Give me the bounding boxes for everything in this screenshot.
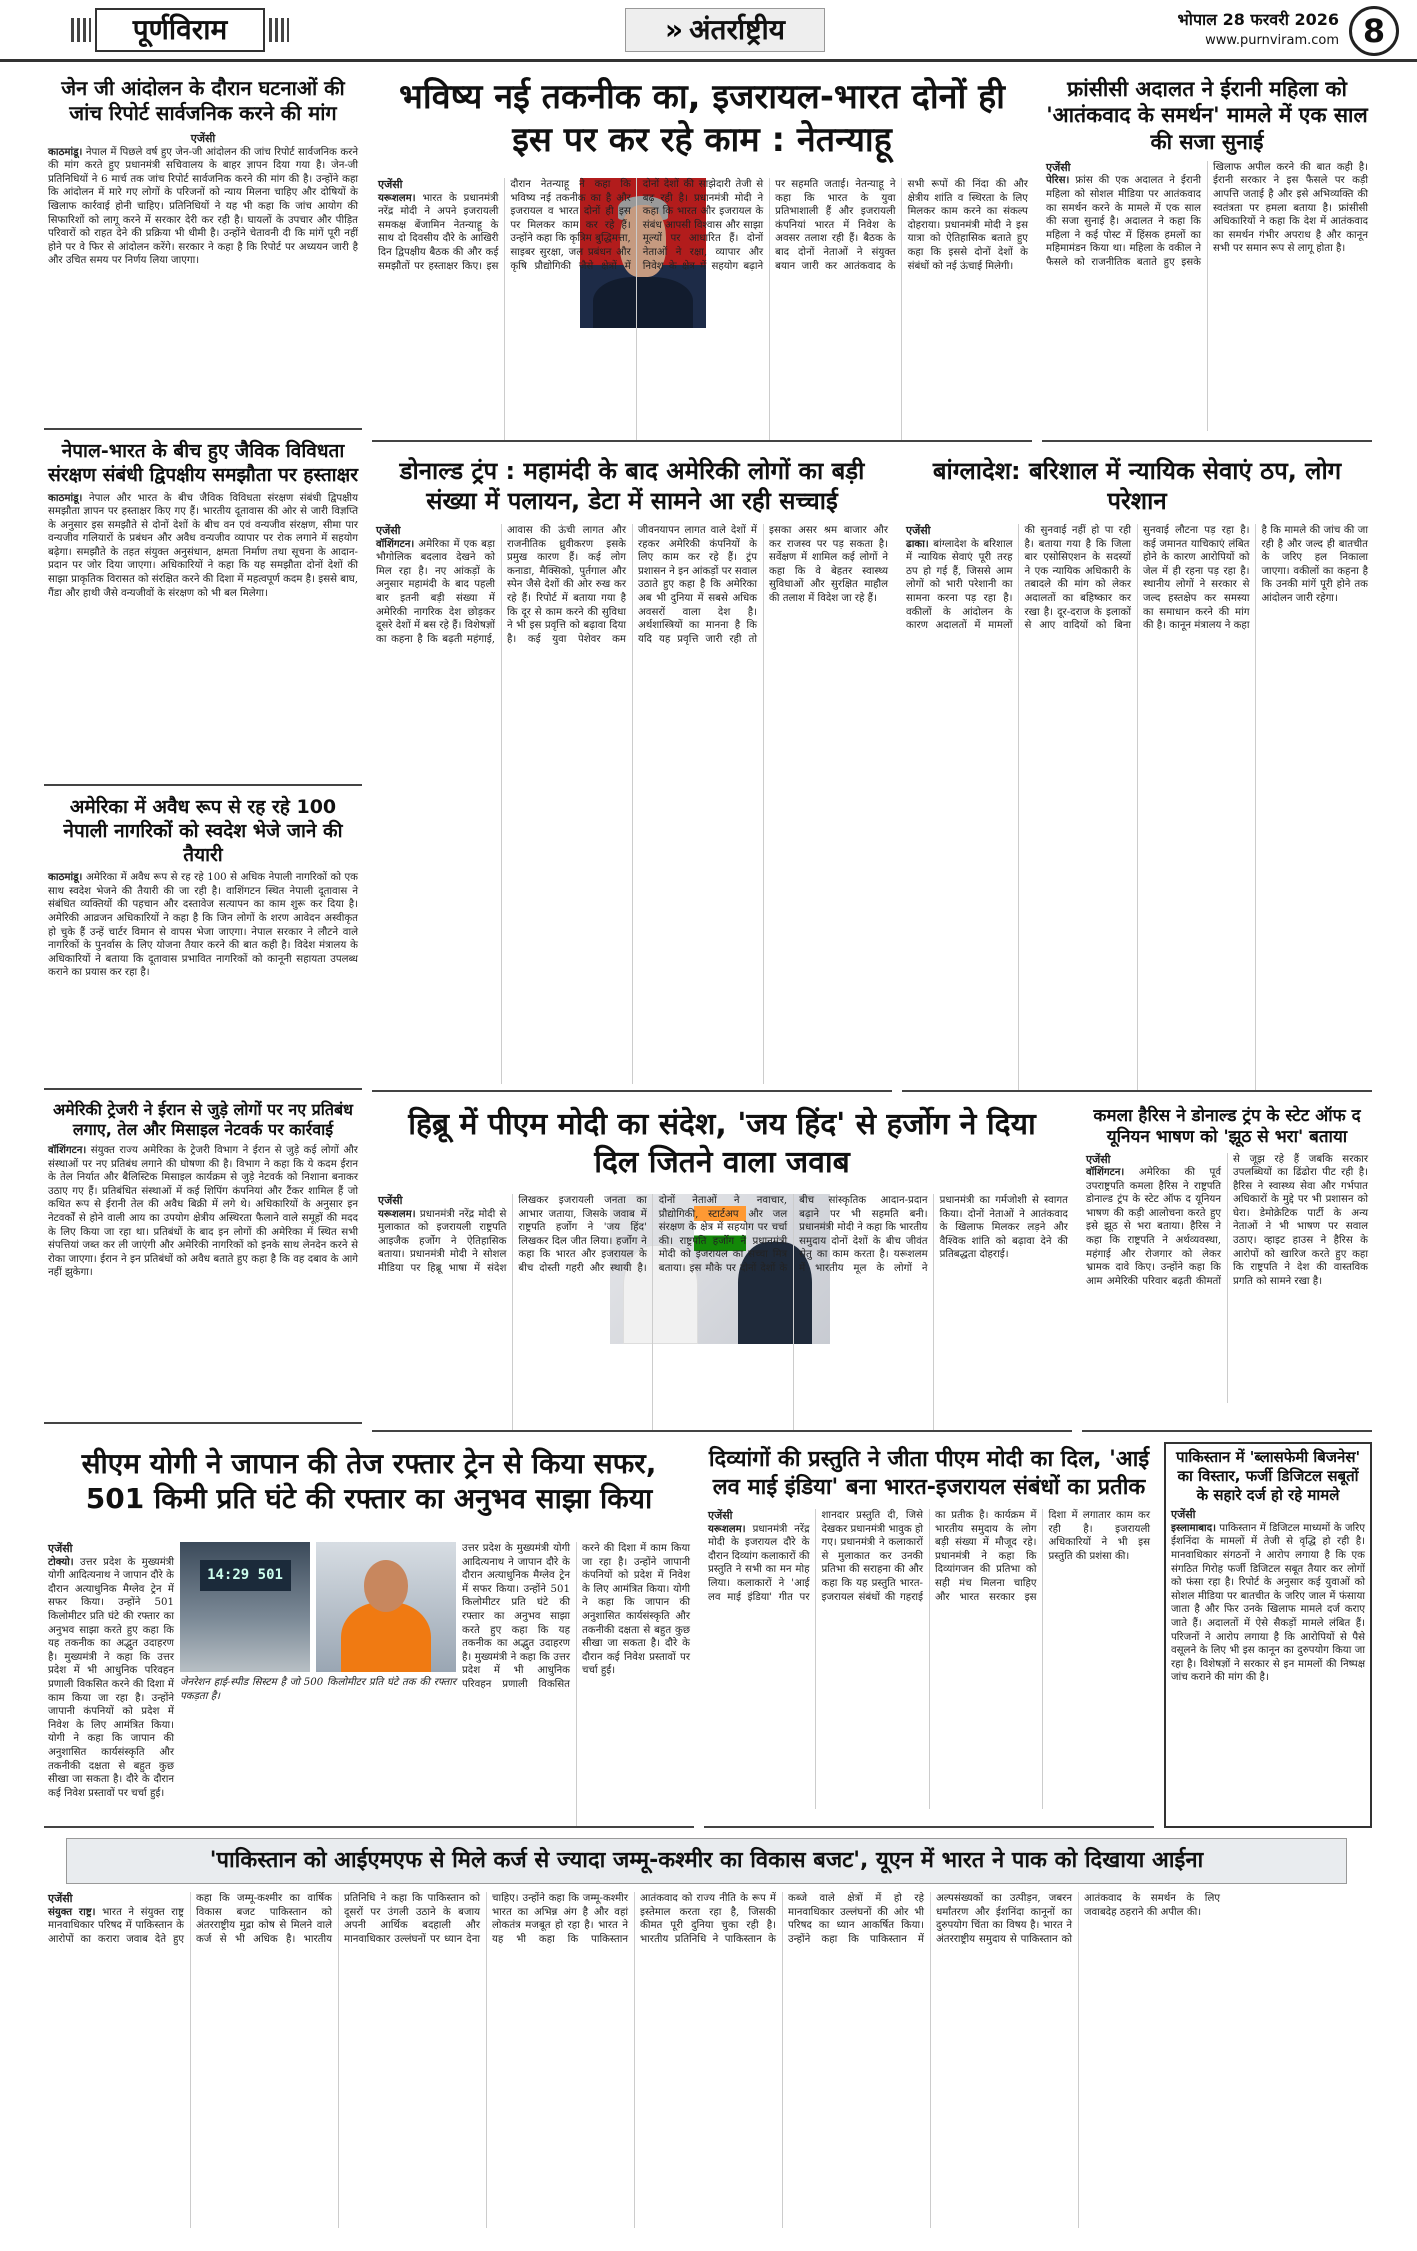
headline: कमला हैरिस ने डोनाल्ड ट्रंप के स्टेट ऑफ द यूनियन भाषण को 'झूठ से भरा' बताया	[1093, 1106, 1361, 1148]
body-text: बांग्लादेश के बरिशाल में न्यायिक सेवाएं पूरी तरह ठप हो गई हैं, जिससे आम लोगों को भारी परेशानी का सामना करना पड़ रहा है। वकीलों के आंदोलन के कारण अदालतों में मामलों की सुनवाई नहीं हो पा रही है। बताया गया है कि जिला बार एसोसिएशन के सदस्यों ने एक न्यायिक अधिकारी के तबादले की मांग को लेकर अदालतों का बहिष्कार कर रखा है। दूर-दराज के इलाकों से आए वादियों को बिना सुनवाई लौटना पड़ रहा है। कई जमानत याचिकाएं लंबित होने के कारण आरोपियों को जेल में ही रहना पड़ रहा है। स्थानीय लोगों ने सरकार से जल्द हस्तक्षेप कर समस्या का समाधान करने की मांग की है। कानून मंत्रालय ने कहा है कि मामले की जांच की जा रही है और जल्द ही बातचीत के जरिए हल निकाला जाएगा। वकीलों का कहना है कि उनकी मांगें पूरी होने तक आंदोलन जारी रहेगा।	[906, 525, 1368, 632]
headline: डोनाल्ड ट्रंप : महामंदी के बाद अमेरिकी लोगों का बड़ी संख्या में पलायन, डेटा में सामने आ रही सच्चाई	[399, 457, 865, 515]
body-text: अमेरिका में एक बड़ा भौगोलिक बदलाव देखने को मिल रहा है। नए आंकड़ों के अनुसार महामंदी के बाद पहली बार इतनी बड़ी संख्या में अमेरिकी नागरिक देश छोड़कर दूसरे देशों में बस रहे हैं। विशेषज्ञों का कहना है कि बढ़ती महंगाई, आवास की ऊंची लागत और राजनीतिक ध्रुवीकरण इसके प्रमुख कारण हैं। कई लोग कनाडा, मैक्सिको, पुर्तगाल और स्पेन जैसे देशों की ओर रुख कर रहे हैं। रिपोर्ट में बताया गया है कि दूर से काम करने की सुविधा ने भी इस प्रवृत्ति को बढ़ावा दिया है। कई युवा पेशेवर कम जीवनयापन लागत वाले देशों में रहकर अमेरिकी कंपनियों के लिए काम कर रहे हैं। ट्रंप प्रशासन ने इन आंकड़ों पर सवाल उठाते हुए कहा है कि अमेरिका अब भी दुनिया में सबसे अधिक अवसरों वाला देश है। अर्थशास्त्रियों का मानना है कि यदि यह प्रवृत्ति जारी रही तो इसका असर श्रम बाजार और कर राजस्व पर पड़ सकता है। सर्वेक्षण में शामिल कई लोगों ने कहा कि वे बेहतर स्वास्थ्य सुविधाओं और सुरक्षित माहौल की तलाश में विदेश जा रहे हैं।	[376, 525, 888, 645]
article-imf	[44, 1892, 1372, 2232]
dateline: यरूशलम।	[378, 1207, 416, 1220]
body-text: पाकिस्तान में डिजिटल माध्यमों के जरिए ईशनिंदा के मामलों में तेजी से वृद्धि हो रही है। मानवाधिकार संगठनों ने आरोप लगाया है कि एक संगठित गिरोह फर्जी डिजिटल सबूत तैयार कर लोगों को फंसा रहा है। रिपोर्ट के अनुसार कई युवाओं को सोशल मीडिया पर बातचीत के जरिए जाल में फंसाया जाता है और फिर उनके खिलाफ मामले दर्ज कराए जाते हैं। अदालतों में ऐसे सैकड़ों मामले लंबित हैं। परिजनों ने आरोप लगाया है कि आरोपियों से पैसे वसूलने के लिए भी इस कानून का दुरुपयोग किया जा रहा है। विशेषज्ञों ने सरकार से इन मामलों की निष्पक्ष जांच कराने की मांग की है।	[1171, 1522, 1365, 1684]
body-text: प्रधानमंत्री नरेंद्र मोदी के इजरायल दौरे के दौरान दिव्यांग कलाकारों की प्रस्तुति ने सभी का मन मोह लिया। कलाकारों ने 'आई लव माई इंडिया' गीत पर शानदार प्रस्तुति दी, जिसे देखकर प्रधानमंत्री भावुक हो गए। प्रधानमंत्री ने कलाकारों से मुलाकात कर उनकी प्रतिभा की सराहना की और कहा कि यह प्रस्तुति भारत-इजरायल संबंधों की गहराई का प्रतीक है। कार्यक्रम में भारतीय समुदाय के लोग बड़ी संख्या में मौजूद रहे। प्रधानमंत्री ने कहा कि दिव्यांगजन की प्रतिभा को सही मंच मिलना चाहिए और भारत सरकार इस दिशा में लगातार काम कर रही है। इजरायली अधिकारियों ने भी इस प्रस्तुति की प्रशंसा की।	[708, 1510, 1150, 1603]
dateline: काठमांडू।	[48, 145, 83, 158]
headline: जेन जी आंदोलन के दौरान घटनाओं की जांच रिपोर्ट सार्वजनिक करने की मांग	[61, 76, 345, 125]
article-body	[378, 178, 1028, 440]
article-body	[44, 1892, 1372, 2228]
dateline: पेरिस।	[1046, 174, 1070, 187]
double-chevron-icon: »	[665, 13, 684, 46]
article-body	[44, 871, 362, 980]
body-text: भारत के प्रधानमंत्री नरेंद्र मोदी ने अपने इजरायली समकक्ष बेंजामिन नेतन्याहू के साथ दो दिवसीय दौरे के आखिरी दिन द्विपक्षीय बैठक की और कई समझौतों पर हस्ताक्षर किए। इस दौरान नेतन्याहू ने कहा कि भविष्य नई तकनीक का है और इजरायल व भारत दोनों ही इस पर मिलकर काम कर रहे हैं। उन्होंने कहा कि कृत्रिम बुद्धिमत्ता, साइबर सुरक्षा, जल प्रबंधन और कृषि प्रौद्योगिकी जैसे क्षेत्रों में दोनों देशों की साझेदारी तेजी से बढ़ रही है। प्रधानमंत्री मोदी ने कहा कि भारत और इजरायल के संबंध आपसी विश्वास और साझा मूल्यों पर आधारित हैं। दोनों नेताओं ने रक्षा, व्यापार और निवेश के क्षेत्र में सहयोग बढ़ाने पर सहमति जताई। नेतन्याहू ने कहा कि भारत के युवा प्रतिभाशाली हैं और इजरायली कंपनियां भारत में निवेश के अवसर तलाश रही हैं। बैठक के बाद दोनों नेताओं ने संयुक्त बयान जारी कर आतंकवाद के सभी रूपों की निंदा की और क्षेत्रीय शांति व स्थिरता के लिए मिलकर काम करने का संकल्प दोहराया। प्रधानमंत्री मोदी ने इस यात्रा को ऐतिहासिक बताते हुए कहा कि इससे दोनों देशों के संबंधों को नई ऊंचाई मिलेगी।	[378, 179, 1028, 272]
body-text: नेपाल और भारत के बीच जैविक विविधता संरक्षण संबंधी द्विपक्षीय समझौता ज्ञापन पर हस्ताक्षर किए गए हैं। भारतीय दूतावास की ओर से जारी विज्ञप्ति के अनुसार इस समझौते से दोनों देशों के बीच वन एवं वन्यजीव संरक्षण, सीमा पार वन्यजीव गलियारों के प्रबंधन और अवैध वन्यजीव व्यापार पर रोक लगाने में सहयोग बढ़ेगा। समझौते के तहत संयुक्त अनुसंधान, क्षमता निर्माण तथा सूचना के आदान-प्रदान पर जोर दिया जाएगा। अधिकारियों ने कहा कि यह समझौता दोनों देशों की साझा प्राकृतिक विरासत को संरक्षित करने की दिशा में महत्वपूर्ण कदम है। इससे बाघ, गैंडा और हाथी जैसे वन्यजीवों के संरक्षण को भी बल मिलेगा।	[48, 492, 358, 599]
photo-head	[364, 1560, 409, 1612]
article-blasphemy	[1164, 1442, 1372, 1828]
headline: पाकिस्तान में 'ब्लासफेमी बिजनेस' का विस्तार, फर्जी डिजिटल सबूतों के सहारे दर्ज हो रहे मामले	[1175, 1448, 1361, 1504]
article-body	[44, 132, 362, 268]
article-body	[372, 524, 892, 1084]
dateline: टोक्यो।	[48, 1555, 74, 1568]
train-display: 14:29 501	[200, 1560, 291, 1591]
article-israel	[372, 70, 1032, 442]
article-body-right	[462, 1542, 690, 1826]
page-number: 8	[1349, 6, 1399, 56]
body-text: अमेरिका की पूर्व उपराष्ट्रपति कमला हैरिस ने राष्ट्रपति डोनाल्ड ट्रंप के स्टेट ऑफ द यूनियन भाषण की कड़ी आलोचना करते हुए इसे झूठ से भरा बताया। हैरिस ने कहा कि राष्ट्रपति ने अर्थव्यवस्था, महंगाई और रोजगार को लेकर भ्रामक दावे किए। उन्होंने कहा कि आम अमेरिकी परिवार बढ़ती कीमतों से जूझ रहे हैं जबकि सरकार उपलब्धियों का ढिंढोरा पीट रही है। हैरिस ने स्वास्थ्य सेवा और गर्भपात अधिकारों के मुद्दे पर भी प्रशासन को घेरा। डेमोक्रेटिक पार्टी के अन्य नेताओं ने भी भाषण पर सवाल उठाए। व्हाइट हाउस ने हैरिस के आरोपों को खारिज करते हुए कहा कि राष्ट्रपति ने देश की वास्तविक प्रगति को सामने रखा है।	[1086, 1153, 1368, 1287]
byline: एजेंसी	[378, 178, 403, 191]
issue-date: भोपाल 28 फरवरी 2026	[1177, 10, 1339, 29]
byline: एजेंसी	[190, 132, 216, 145]
article-yogi	[44, 1442, 694, 1828]
body-text: प्रधानमंत्री नरेंद्र मोदी से मुलाकात को इजरायली राष्ट्रपति आइजैक हर्जोग ने ऐतिहासिक बताया। प्रधानमंत्री मोदी ने सोशल मीडिया पर हिब्रू भाषा में संदेश लिखकर इजरायली जनता का आभार जताया, जिसके जवाब में राष्ट्रपति हर्जोग ने 'जय हिंद' लिखकर दिल जीत लिया। हर्जोग ने कहा कि भारत और इजरायल के बीच दोस्ती गहरी और स्थायी है। दोनों नेताओं ने नवाचार, प्रौद्योगिकी, स्टार्टअप और जल संरक्षण के क्षेत्र में सहयोग पर चर्चा की। राष्ट्रपति हर्जोग ने प्रधानमंत्री मोदी को इजरायल का सच्चा मित्र बताया। इस मौके पर दोनों देशों के बीच सांस्कृतिक आदान-प्रदान बढ़ाने पर भी सहमति बनी। प्रधानमंत्री मोदी ने कहा कि भारतीय समुदाय दोनों देशों के बीच जीवंत सेतु का काम करता है। यरूशलम में भारतीय मूल के लोगों ने प्रधानमंत्री का गर्मजोशी से स्वागत किया। दोनों नेताओं ने आतंकवाद के खिलाफ मिलकर लड़ने और वैश्विक शांति को बढ़ावा देने की प्रतिबद्धता दोहराई।	[378, 1195, 1068, 1274]
headline: फ्रांसीसी अदालत ने ईरानी महिला को 'आतंकवाद के समर्थन' मामले में एक साल की सजा सुनाई	[1046, 77, 1368, 154]
article-body-left	[48, 1542, 174, 1826]
dateline: काठमांडू।	[48, 871, 83, 884]
article-body	[1042, 161, 1372, 431]
headline: सीएम योगी ने जापान की तेज रफ्तार ट्रेन से किया सफर, 501 किमी प्रति घंटे की रफ्तार का अनुभव साझा किया	[81, 1447, 657, 1515]
dateline: इस्लामाबाद।	[1171, 1521, 1216, 1534]
dateline: वॉशिंगटन।	[1086, 1166, 1125, 1179]
article-body	[378, 1194, 1068, 1430]
article-us-nepali	[44, 792, 362, 1090]
article-jenzi	[44, 70, 362, 430]
headline: बांग्लादेश: बरिशाल में न्यायिक सेवाएं ठप, लोग परेशान	[932, 457, 1342, 515]
body-text: फ्रांस की एक अदालत ने ईरानी महिला को सोशल मीडिया पर आतंकवाद का समर्थन करने के मामले में एक साल की सजा सुनाई है। अदालत ने कहा कि महिला ने कई पोस्ट में हिंसक हमलों का महिमामंडन किया था। महिला के वकील ने फैसले को राजनीतिक बताते हुए इसके खिलाफ अपील करने की बात कही है। ईरानी सरकार ने इस फैसले पर कड़ी आपत्ति जताई है और इसे अभिव्यक्ति की स्वतंत्रता पर हमला बताया है। फ्रांसीसी अधिकारियों ने कहा कि देश में आतंकवाद का समर्थन गंभीर अपराध है और कानून सभी पर समान रूप से लागू होता है।	[1046, 161, 1368, 268]
byline: एजेंसी	[1086, 1152, 1111, 1166]
byline: एजेंसी	[708, 1509, 733, 1522]
article-trump-migration	[372, 452, 892, 1092]
headline: हिब्रू में पीएम मोदी का संदेश, 'जय हिंद' से हर्जोग ने दिया दिल जितने वाला जवाब	[408, 1107, 1036, 1180]
masthead	[0, 0, 1417, 62]
body-text: संयुक्त राज्य अमेरिका के ट्रेजरी विभाग ने ईरान से जुड़े कई लोगों और संस्थाओं पर नए प्रतिबंध लगाने की घोषणा की है। विभाग ने कहा कि ये कदम ईरान के तेल निर्यात और बैलिस्टिक मिसाइल कार्यक्रम से जुड़े नेटवर्क को निशाना बनाकर उठाए गए हैं। प्रतिबंधित संस्थाओं में कई शिपिंग कंपनियां और टैंकर शामिल हैं जो कथित रूप से ईरानी तेल की अवैध बिक्री में लगे थे। अधिकारियों के अनुसार इन नेटवर्कों से होने वाली आय का उपयोग क्षेत्रीय अस्थिरता फैलाने वाले समूहों की मदद के लिए किया जा रहा था। प्रतिबंधों के बाद इन लोगों की अमेरिका में स्थित सभी संपत्तियां जब्त कर ली जाएंगी और अमेरिकी नागरिकों को इनके साथ लेनदेन करने से रोका जाएगा। ईरान ने इन प्रतिबंधों को अवैध बताते हुए कहा है कि वह दबाव के आगे नहीं झुकेगा।	[48, 1145, 358, 1279]
byline: एजेंसी	[376, 524, 401, 537]
photo-caption: जेनरेशन हाई-स्पीड सिस्टम है जो 500 किलोमीटर प्रति घंटे तक की रफ्तार पकड़ता है।	[180, 1677, 456, 1702]
article-body	[1166, 1508, 1370, 1685]
dateline: यरूशलम।	[708, 1522, 746, 1535]
article-divyang	[704, 1442, 1154, 1828]
train-photo	[180, 1542, 310, 1672]
dateline: वॉशिंगटन।	[376, 537, 415, 550]
headline: भविष्य नई तकनीक का, इजरायल-भारत दोनों ही इस पर कर रहे काम : नेतन्याहू	[398, 77, 1005, 160]
article-body	[44, 492, 362, 601]
dateline: काठमांडू।	[48, 491, 83, 504]
article-nepal-india	[44, 436, 362, 786]
headline: नेपाल-भारत के बीच हुए जैविक विविधता संरक्षण संबंधी द्विपक्षीय समझौता पर हस्ताक्षर	[48, 440, 358, 486]
byline: एजेंसी	[378, 1194, 403, 1207]
body-text: उत्तर प्रदेश के मुख्यमंत्री योगी आदित्यनाथ ने जापान दौरे के दौरान अत्याधुनिक मैग्लेव ट्रेन में सफर किया। उन्होंने 501 किलोमीटर प्रति घंटे की रफ्तार का अनुभव साझा करते हुए कहा कि यह तकनीक का अद्भुत उदाहरण है। मुख्यमंत्री ने कहा कि उत्तर प्रदेश में भी आधुनिक परिवहन प्रणाली विकसित करने की दिशा में काम किया जा रहा है। उन्होंने जापानी कंपनियों को प्रदेश में निवेश के लिए आमंत्रित किया। योगी ने कहा कि जापान की अनुशासित कार्यसंस्कृति और तकनीकी दक्षता से बहुत कुछ सीखा जा सकता है। दौरे के दौरान कई निवेश प्रस्तावों पर चर्चा हुई।	[48, 1556, 174, 1799]
headline: अमेरिका में अवैध रूप से रह रहे 100 नेपाली नागरिकों को स्वदेश भेजे जाने की तैयारी	[63, 796, 343, 866]
dateline: संयुक्त राष्ट्र।	[48, 1905, 96, 1918]
website-url: www.purnviram.com	[1205, 33, 1339, 48]
byline: एजेंसी	[1171, 1508, 1196, 1522]
section-label	[625, 8, 825, 52]
body-text-cont: उत्तर प्रदेश के मुख्यमंत्री योगी आदित्यनाथ ने जापान दौरे के दौरान अत्याधुनिक मैग्लेव ट्रेन में सफर किया। उन्होंने 501 किलोमीटर प्रति घंटे की रफ्तार का अनुभव साझा करते हुए कहा कि यह तकनीक का अद्भुत उदाहरण है। मुख्यमंत्री ने कहा कि उत्तर प्रदेश में भी आधुनिक परिवहन प्रणाली विकसित करने की दिशा में काम किया जा रहा है। उन्होंने जापानी कंपनियों को प्रदेश में निवेश के लिए आमंत्रित किया। योगी ने कहा कि जापान की अनुशासित कार्यसंस्कृति और तकनीकी दक्षता से बहुत कुछ सीखा जा सकता है। दौरे के दौरान कई निवेश प्रस्तावों पर चर्चा हुई।	[462, 1543, 690, 1690]
body-text: भारत ने संयुक्त राष्ट्र मानवाधिकार परिषद में पाकिस्तान के आरोपों का करारा जवाब देते हुए कहा कि जम्मू-कश्मीर का वार्षिक विकास बजट पाकिस्तान को अंतरराष्ट्रीय मुद्रा कोष से मिलने वाले कर्ज से भी अधिक है। भारतीय प्रतिनिधि ने कहा कि पाकिस्तान को दूसरों पर उंगली उठाने के बजाय अपनी आर्थिक बदहाली और मानवाधिकार उल्लंघनों पर ध्यान देना चाहिए। उन्होंने कहा कि जम्मू-कश्मीर भारत का अभिन्न अंग है और वहां लोकतंत्र मजबूत हो रहा है। भारत ने यह भी कहा कि पाकिस्तान आतंकवाद को राज्य नीति के रूप में इस्तेमाल करता रहा है, जिसकी कीमत पूरी दुनिया चुका रही है। भारतीय प्रतिनिधि ने पाकिस्तान के कब्जे वाले क्षेत्रों में हो रहे मानवाधिकार उल्लंघनों की ओर भी परिषद का ध्यान आकर्षित किया। उन्होंने कहा कि पाकिस्तान में अल्पसंख्यकों का उत्पीड़न, जबरन धर्मांतरण और ईशनिंदा कानूनों का दुरुपयोग चिंता का विषय है। भारत ने अंतरराष्ट्रीय समुदाय से पाकिस्तान को आतंकवाद के समर्थन के लिए जवाबदेह ठहराने की अपील की।	[48, 1893, 1220, 1945]
byline: एजेंसी	[48, 1892, 73, 1905]
article-body	[44, 1144, 362, 1280]
photo-robe	[341, 1602, 431, 1672]
yogi-photo	[316, 1542, 456, 1672]
byline: एजेंसी	[48, 1542, 73, 1555]
body-text: अमेरिका में अवैध रूप से रह रहे 100 से अधिक नेपाली नागरिकों को एक साथ स्वदेश भेजने की तैयारी की जा रही है। वाशिंगटन स्थित नेपाली दूतावास ने संबंधित व्यक्तियों की पहचान और दस्तावेज सत्यापन का काम शुरू कर दिया है। अमेरिकी आव्रजन अधिकारियों ने कहा है कि जिन लोगों के शरण आवेदन अस्वीकृत हो चुके हैं उन्हें चार्टर विमान से वापस भेजा जाएगा। नेपाल सरकार ने लौटने वाले नागरिकों के पुनर्वास के लिए योजना तैयार करने की बात कही है। विदेश मंत्रालय के अधिकारियों ने बताया कि दूतावास प्रभावित नागरिकों को कानूनी सहायता उपलब्ध कराने का प्रयास कर रहा है।	[48, 872, 358, 979]
headline: अमेरिकी ट्रेजरी ने ईरान से जुड़े लोगों पर नए प्रतिबंध लगाए, तेल और मिसाइल नेटवर्क पर कार्रवाई	[52, 1100, 354, 1139]
imf-headline-banner: 'पाकिस्तान को आईएमएफ से मिले कर्ज से ज्यादा जम्मू-कश्मीर का विकास बजट', यूएन में भारत ने पाक को दिखाया आईना	[66, 1838, 1347, 1884]
article-harris	[1082, 1102, 1372, 1432]
newspaper-logo: पूर्णविराम	[95, 8, 265, 52]
dateline: यरूशलम।	[378, 191, 416, 204]
article-france	[1042, 70, 1372, 442]
article-body	[902, 524, 1372, 1092]
article-bangladesh	[902, 452, 1372, 1092]
body-text: नेपाल में पिछले वर्ष हुए जेन-जी आंदोलन की जांच रिपोर्ट सार्वजनिक करने की मांग करते हुए प्रधानमंत्री सचिवालय के बाहर ज्ञापन दिया गया है। जेन-जी प्रतिनिधियों ने 6 मार्च तक जांच रिपोर्ट सार्वजनिक करने की मांग की है। उन्होंने कहा कि आंदोलन में मारे गए लोगों के परिजनों को न्याय मिलना चाहिए और दोषियों के खिलाफ कार्रवाई होनी चाहिए। प्रतिनिधियों ने यह भी कहा कि जांच आयोग की सिफारिशों को लागू करने में सरकार देरी कर रही है। घायलों के उपचार और पीड़ित परिवारों को राहत देने की प्रक्रिया भी धीमी है। उन्होंने चेतावनी दी कि मांगें पूरी नहीं होने पर वे फिर से आंदोलन करेंगे। सरकार ने कहा है कि रिपोर्ट पर अध्ययन जारी है और उचित समय पर निर्णय लिया जाएगा।	[48, 146, 358, 267]
article-body	[1082, 1153, 1372, 1403]
byline: एजेंसी	[906, 524, 931, 537]
dateline: वॉशिंगटन।	[48, 1144, 87, 1156]
byline: एजेंसी	[1046, 160, 1071, 174]
article-treasury	[44, 1096, 362, 1424]
article-body	[704, 1509, 1154, 1809]
dateline: ढाका।	[906, 537, 929, 550]
article-hebrew	[372, 1102, 1072, 1432]
section-name: अंतर्राष्ट्रीय	[689, 13, 785, 46]
headline: दिव्यांगों की प्रस्तुति ने जीता पीएम मोदी का दिल, 'आई लव माई इंडिया' बना भारत-इजरायल संबंधों का प्रतीक	[708, 1447, 1150, 1500]
